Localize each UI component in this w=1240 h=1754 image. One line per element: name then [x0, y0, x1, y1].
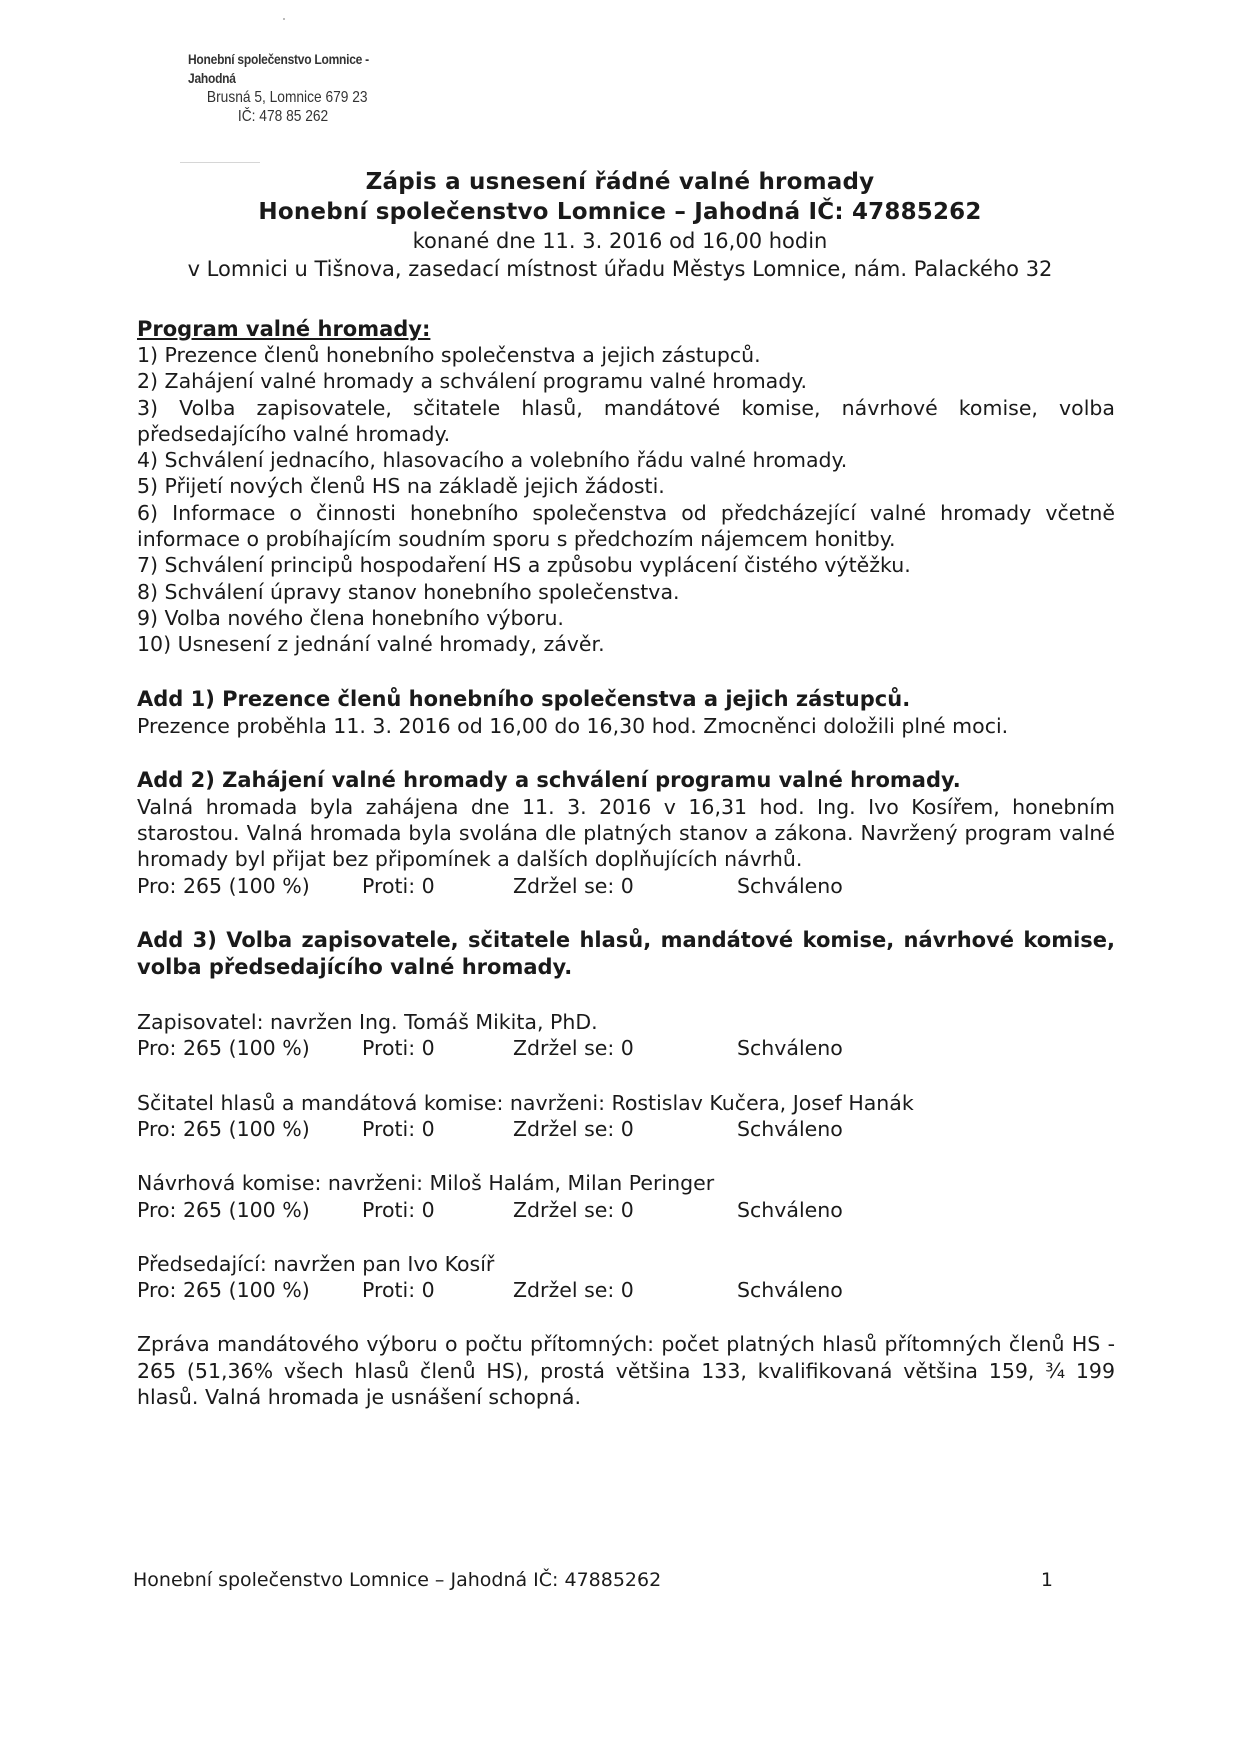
company-stamp: [188, 50, 386, 126]
vote-result: Schváleno: [737, 1278, 843, 1303]
stamp-line-name: Honební společenstvo Lomnice - Jahodná: [188, 51, 369, 86]
vote-result-row: [137, 1197, 1115, 1223]
stamp-line-address: Brusná 5, Lomnice 679 23: [206, 89, 368, 106]
section-add1-title: Add 1) Prezence členů honebního společenstva a jejich zástupců.: [137, 686, 911, 711]
scan-artifact: [180, 162, 260, 163]
program-title: Program valné hromady:: [137, 317, 431, 341]
document-header: [120, 167, 1120, 283]
program-item: 10) Usnesení z jednání valné hromady, závěr.: [137, 632, 605, 657]
stamp-line-ico: IČ: 478 85 262: [237, 108, 329, 125]
vote-proti: Proti: 0: [362, 1197, 435, 1222]
section-add3-title: Add 3) Volba zapisovatele, sčitatele hlasů, mandátové komise, návrhové komise, volba předsedajícího valné hromady.: [137, 928, 1115, 980]
section-add2-title: Add 2) Zahájení valné hromady a schválení programu valné hromady.: [137, 767, 961, 792]
vote-pro: Pro: 265 (100 %): [137, 1036, 310, 1061]
spacer: [137, 1142, 1115, 1170]
program-item: 1) Prezence členů honebního společenstva a jejich zástupců.: [137, 343, 761, 367]
vote-result-row: [137, 1277, 1115, 1303]
vote-label: Návrhová komise: navrženi: Miloš Halám, Milan Peringer: [137, 1171, 715, 1196]
vote-result-row: [137, 873, 1115, 899]
vote-pro: Pro: 265 (100 %): [137, 1278, 310, 1303]
program-item: 4) Schválení jednacího, hlasovacího a volebního řádu valné hromady.: [137, 448, 848, 473]
scan-speck: [283, 18, 285, 20]
vote-block: [137, 1090, 1115, 1143]
document-title: Zápis a usnesení řádné valné hromady: [365, 169, 875, 195]
spacer: [137, 1223, 1115, 1251]
spacer: [137, 1303, 1115, 1331]
spacer: [137, 1062, 1115, 1090]
vote-pro: Pro: 265 (100 %): [137, 1116, 310, 1141]
vote-proti: Proti: 0: [362, 873, 435, 898]
program-item: 2) Zahájení valné hromady a schválení programu valné hromady.: [137, 369, 807, 394]
spacer: [137, 981, 1115, 1009]
vote-result-row: [137, 1035, 1115, 1061]
document-organization: Honební společenstvo Lomnice – Jahodná IČ: 47885262: [258, 199, 982, 225]
vote-result: Schváleno: [737, 1036, 843, 1061]
vote-pro: Pro: 265 (100 %): [137, 1197, 310, 1222]
vote-abstain: Zdržel se: 0: [513, 873, 634, 898]
vote-label: Sčitatel hlasů a mandátová komise: navrženi: Rostislav Kučera, Josef Hanák: [137, 1090, 914, 1115]
section-add2-text: Valná hromada byla zahájena dne 11. 3. 2016 v 16,31 hod. Ing. Ivo Kosířem, honebním starostou. Valná hromada byla svolána dle platných stanov a zákona. Navržený program valné hromady byl přijat bez připomínek a dalších doplňujících návrhů.: [137, 794, 1115, 872]
vote-result: Schváleno: [737, 873, 843, 898]
page-number: 1: [1040, 1569, 1053, 1591]
page-footer: [133, 1568, 1053, 1592]
document-body: [137, 316, 1115, 1410]
spacer: [137, 899, 1115, 927]
vote-result-row: [137, 1116, 1115, 1142]
spacer: [137, 739, 1115, 767]
program-item: 3) Volba zapisovatele, sčitatele hlasů, mandátové komise, návrhové komise, volba předsedajícího valné hromady.: [137, 395, 1115, 446]
program-item: 9) Volba nového člena honebního výboru.: [137, 605, 564, 630]
mandate-report: Zpráva mandátového výboru o počtu přítomných: počet platných hlasů přítomných členů HS - 265 (51,36% všech hlasů členů HS), prostá většina 133, kvalifikovaná většina 159, ¾ 199 hlasů. Valná hromada je usnášení schopná.: [137, 1332, 1115, 1410]
vote-pro: Pro: 265 (100 %): [137, 873, 310, 898]
vote-block: [137, 1009, 1115, 1062]
vote-label: Předsedající: navržen pan Ivo Kosíř: [137, 1251, 495, 1276]
vote-result: Schváleno: [737, 1197, 843, 1222]
program-item: 5) Přijetí nových členů HS na základě jejich žádosti.: [137, 474, 665, 499]
vote-block: [137, 1251, 1115, 1304]
program-item: 7) Schválení principů hospodaření HS a způsobu vyplácení čistého výtěžku.: [137, 553, 911, 578]
footer-organization: Honební společenstvo Lomnice – Jahodná IČ: 47885262: [133, 1569, 662, 1591]
vote-abstain: Zdržel se: 0: [513, 1197, 634, 1222]
vote-block: [137, 1170, 1115, 1223]
vote-abstain: Zdržel se: 0: [513, 1036, 634, 1061]
vote-result: Schváleno: [737, 1116, 843, 1141]
vote-label: Zapisovatel: navržen Ing. Tomáš Mikita, PhD.: [137, 1010, 598, 1035]
section-add1-text: Prezence proběhla 11. 3. 2016 od 16,00 do 16,30 hod. Zmocněnci doložili plné moci.: [137, 713, 1009, 738]
vote-proti: Proti: 0: [362, 1116, 435, 1141]
vote-proti: Proti: 0: [362, 1036, 435, 1061]
vote-abstain: Zdržel se: 0: [513, 1278, 634, 1303]
program-item: 8) Schválení úpravy stanov honebního společenstva.: [137, 579, 680, 604]
meeting-place: v Lomnici u Tišnova, zasedací místnost úřadu Městys Lomnice, nám. Palackého 32: [187, 257, 1053, 281]
program-list: [137, 342, 1115, 658]
vote-abstain: Zdržel se: 0: [513, 1116, 634, 1141]
meeting-date: konané dne 11. 3. 2016 od 16,00 hodin: [412, 229, 828, 253]
vote-proti: Proti: 0: [362, 1278, 435, 1303]
program-item: 6) Informace o činnosti honebního společenstva od předcházející valné hromady včetně informace o probíhajícím soudním sporu s předchozím nájemcem honitby.: [137, 500, 1115, 552]
spacer: [137, 658, 1115, 686]
